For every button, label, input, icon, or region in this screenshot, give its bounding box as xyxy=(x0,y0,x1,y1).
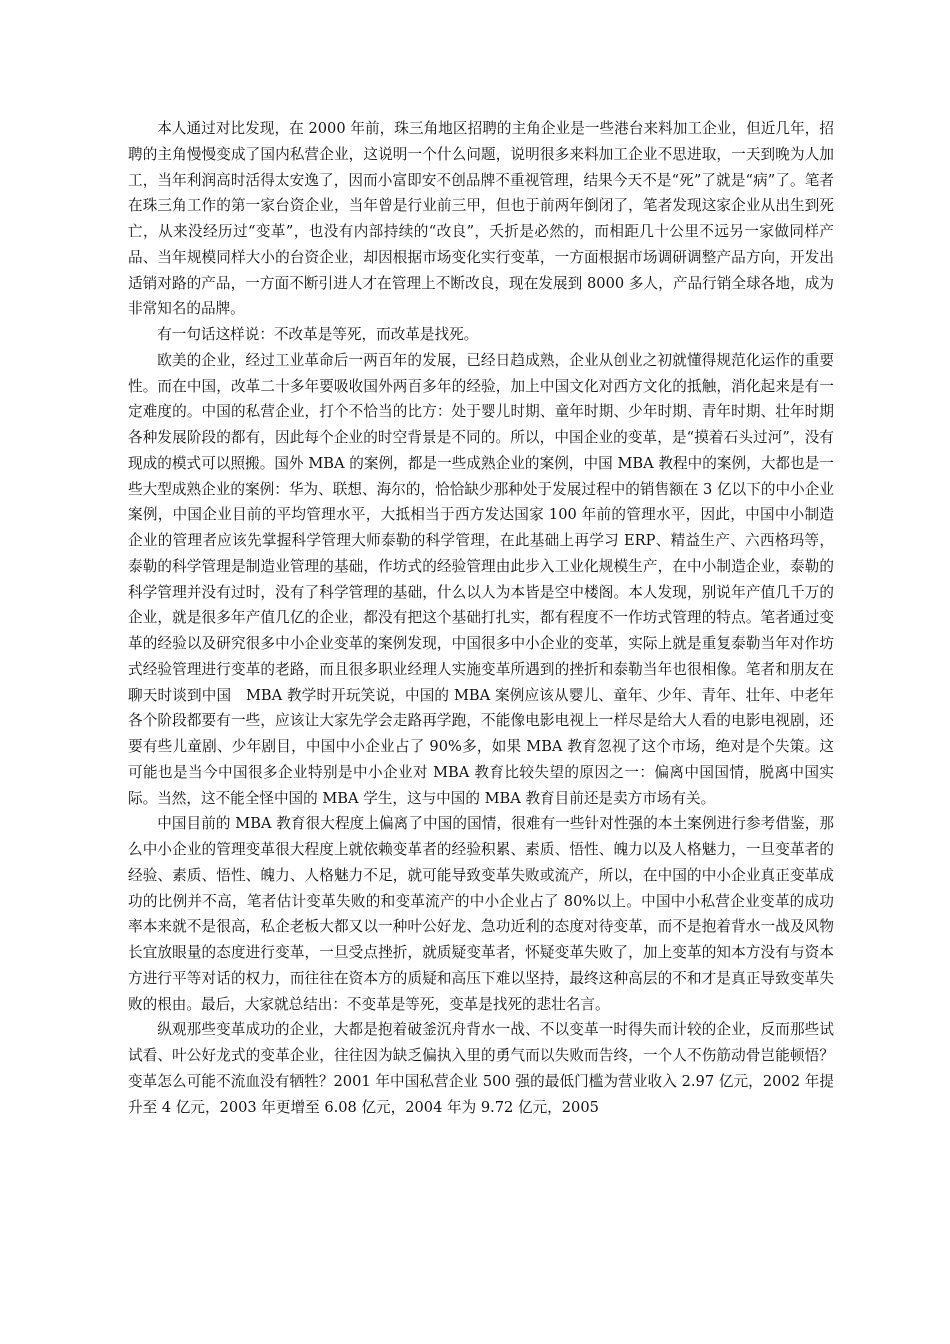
paragraph-western-enterprises: 欧美的企业，经过工业革命后一两百年的发展，已经日趋成熟，企业从创业之初就懂得规范化运作的重要性。而在中国，改革二十多年要吸收国外两百多年的经验，加上中国文化对西方文化的抵触，消化起来是有一定难度的。中国的私营企业，打个不恰当的比方：处于婴儿时期、童年时期、少年时期、青年时期、壮年时期各种发展阶段的都有，因此每个企业的时空背景是不同的。所以，中国企业的变革，是“摸着石头过河”，没有现成的模式可以照搬。国外 MBA 的案例，都是一些成熟企业的案例，中国 MBA 教程中的案例，大都也是一些大型成熟企业的案例：华为、联想、海尔的，恰恰缺少那种处于发展过程中的销售额在 3 亿以下的中小企业案例，中国企业目前的平均管理水平，大抵相当于西方发达国家 100 年前的管理水平，因此，中国中小制造企业的管理者应该先掌握科学管理大师泰勒的科学管理，在此基础上再学习 ERP、精益生产、六西格玛等，泰勒的科学管理是制造业管理的基础，作坊式的经验管理由此步入工业化规模生产，在中小制造企业，泰勒的科学管理并没有过时，没有了科学管理的基础，什么以人为本皆是空中楼阁。本人发现，别说年产值几千万的企业，就是很多年产值几亿的企业，都没有把这个基础打扎实，都有程度不一作坊式管理的特点。笔者通过变革的经验以及研究很多中小企业变革的案例发现，中国很多中小企业的变革，实际上就是重复泰勒当年对作坊式经验管理进行变革的老路，而且很多职业经理人实施变革所遇到的挫折和泰勒当年也很相像。笔者和朋友在聊天时谈到中国 MBA 教学时开玩笑说，中国的 MBA 案例应该从婴儿、童年、少年、青年、壮年、中老年各个阶段都要有一些，应该让大家先学会走路再学跑，不能像电影电视上一样尽是给大人看的电影电视剧，还要有些儿童剧、少年剧目，中国中小企业占了 90%多，如果 MBA 教育忽视了这个市场，绝对是个失策。这可能也是当今中国很多企业特别是中小企业对 MBA 教育比较失望的原因之一：偏离中国国情，脱离中国实际。当然，这不能全怪中国的 MBA 学生，这与中国的 MBA 教育目前还是卖方市场有关。 xyxy=(128,351,834,807)
paragraph-mba-education: 中国目前的 MBA 教育很大程度上偏离了中国的国情，很难有一些针对性强的本土案例进行参考借鉴，那么中小企业的管理变革很大程度上就依赖变革者的经验积累、素质、悟性、魄力以及人格魅力，一旦变革者的经验、素质、悟性、魄力、人格魅力不足，就可能导致变革失败或流产，所以，在中国的中小企业真正变革成功的比例并不高，笔者估计变革失败的和变革流产的中小企业占了 80%以上。中国中小私营企业变革的成功率本来就不是很高，私企老板大都又以一种叶公好龙、急功近利的态度对待变革，而不是抱着背水一战及风物长宜放眼量的态度进行变革，一旦受点挫折，就质疑变革者，怀疑变革失败了，加上变革的知本方没有与资本方进行平等对话的权力，而往往在资本方的质疑和高压下难以坚持，最终这种高层的不和才是真正导致变革失败的根由。最后，大家就总结出：不变革是等死，变革是找死的悲壮名言。 xyxy=(128,815,834,1013)
paragraph-intro-comparison: 本人通过对比发现，在 2000 年前，珠三角地区招聘的主角企业是一些港台来料加工企业，但近几年，招聘的主角慢慢变成了国内私营企业，这说明一个什么问题，说明很多来料加工企业不思进取，一天到晚为人加工，当年利润高时活得太安逸了，因而小富即安不创品牌不重视管理，结果今天不是“死”了就是“病”了。笔者在珠三角工作的第一家台资企业，当年曾是行业前三甲，但也于前两年倒闭了，笔者发现这家企业从出生到死亡，从来没经历过“变革”，也没有内部持续的“改良”，夭折是必然的，而相距几十公里不远另一家做同样产品、当年规模同样大小的台资企业，却因根据市场变化实行变革，一方面根据市场调研调整产品方向，开发出适销对路的产品，一方面不断引进人才在管理上不断改良，现在发展到 8000 多人，产品行销全球各地，成为非常知名的品牌。 xyxy=(128,120,834,318)
paragraph-successful-reform: 纵观那些变革成功的企业，大都是抱着破釜沉舟背水一战、不以变革一时得失而计较的企业，反而那些试试看、叶公好龙式的变革企业，往往因为缺乏偏执入里的勇气而以失败而告终，一个人不伤筋动骨岂能顿悟？变革怎么可能不流血没有牺牲？2001 年中国私营企业 500 强的最低门槛为营业收入 2.97 亿元，2002 年提升至 4 亿元，2003 年更增至 6.08 亿元，2004 年为 9.72 亿元，2005 xyxy=(128,1021,834,1116)
document-page xyxy=(128,116,834,1120)
paragraph-saying: 有一句话这样说：不改革是等死，而改革是找死。 xyxy=(157,326,479,343)
